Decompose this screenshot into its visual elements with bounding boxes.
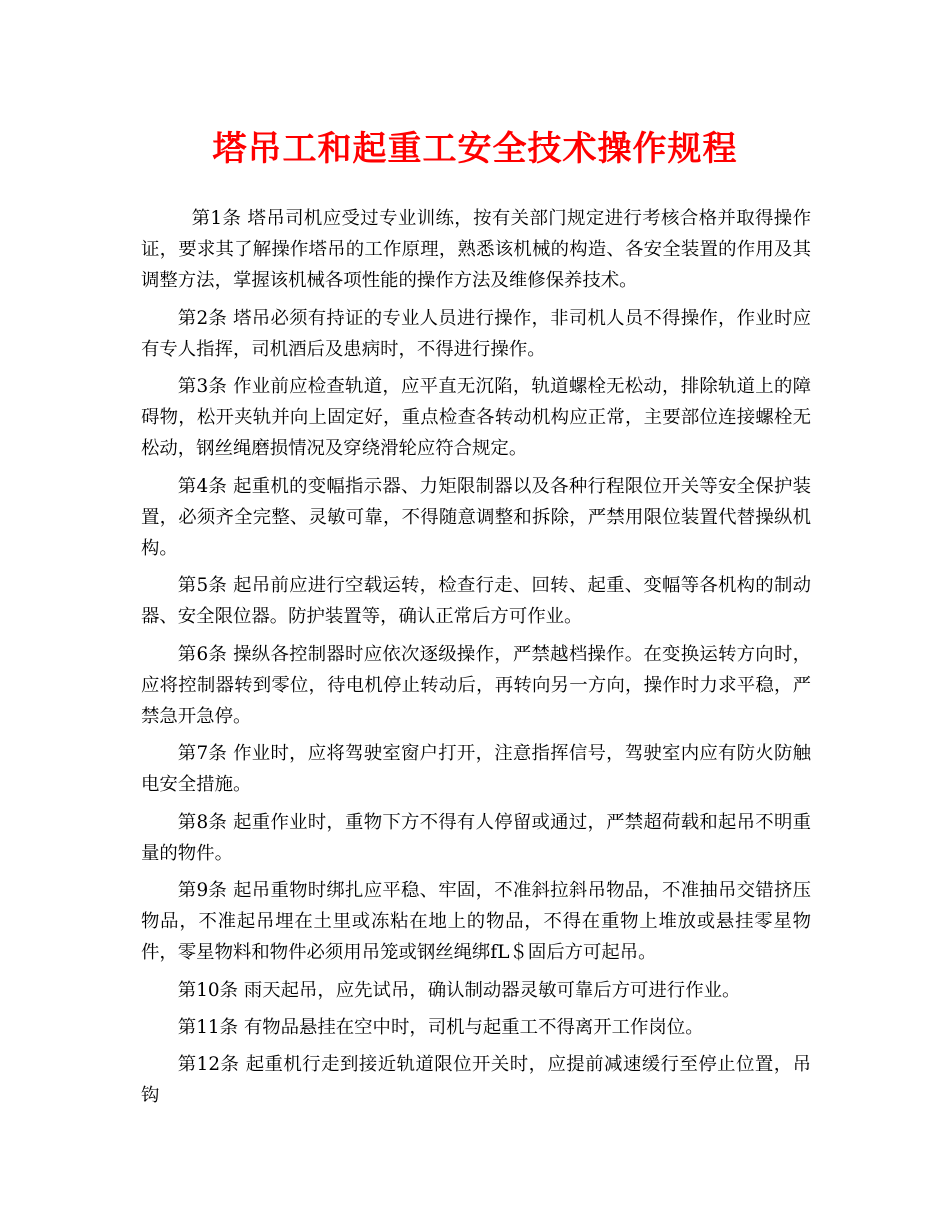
paragraph-article-2: 第2条 塔吊必须有持证的专业人员进行操作，非司机人员不得操作，作业时应有专人指挥，司机酒后及患病时，不得进行操作。 [141,307,811,360]
document-body [141,203,811,1111]
paragraph-article-3: 第3条 作业前应检查轨道，应平直无沉陷，轨道螺栓无松动，排除轨道上的障碍物，松开夹轨并向上固定好，重点检查各转动机构应正常，主要部位连接螺栓无松动，钢丝绳磨损情况及穿绕滑轮应符合规定。 [141,376,811,460]
paragraph-article-4: 第4条 起重机的变幅指示器、力矩限制器以及各种行程限位开关等安全保护装置，必须齐全完整、灵敏可靠，不得随意调整和拆除，严禁用限位装置代替操纵机构。 [141,475,811,560]
paragraph-article-11: 第11条 有物品悬挂在空中时，司机与起重工不得离开工作岗位。 [177,1016,704,1038]
paragraph-article-6: 第6条 操纵各控制器时应依次逐级操作，严禁越档操作。在变换运转方向时，应将控制器转到零位，待电机停止转动后，再转向另一方向，操作时力求平稳，严禁急开急停。 [141,643,811,728]
paragraph-article-5: 第5条 起吊前应进行空载运转，检查行走、回转、起重、变幅等各机构的制动器、安全限位器。防护装置等，确认正常后方可作业。 [141,575,811,628]
paragraph-article-8: 第8条 起重作业时，重物下方不得有人停留或通过，严禁超荷载和起吊不明重量的物件。 [141,811,811,864]
paragraph-article-10: 第10条 雨天起吊，应先试吊，确认制动器灵敏可靠后方可进行作业。 [177,979,741,1001]
paragraph-article-9: 第9条 起吊重物时绑扎应平稳、牢固，不准斜拉斜吊物品，不准抽吊交错挤压物品，不准起吊埋在土里或冻粘在地上的物品，不得在重物上堆放或悬挂零星物件，零星物料和物件必须用吊笼或钢丝绳绑fL＄固后方可起吊。 [141,880,811,964]
paragraph-article-12: 第12条 起重机行走到接近轨道限位开关时，应提前减速缓行至停止位置，吊钩 [141,1054,811,1107]
paragraph-article-1: 第1条 塔吊司机应受过专业训练，按有关部门规定进行考核合格并取得操作证，要求其了解操作塔吊的工作原理，熟悉该机械的构造、各安全装置的作用及其调整方法，掌握该机械各项性能的操作方法及维修保养技术。 [141,208,811,292]
document-title: 塔吊工和起重工安全技术操作规程 [212,129,738,169]
paragraph-article-7: 第7条 作业时，应将驾驶室窗户打开，注意指挥信号，驾驶室内应有防火防触电安全措施。 [141,743,811,796]
